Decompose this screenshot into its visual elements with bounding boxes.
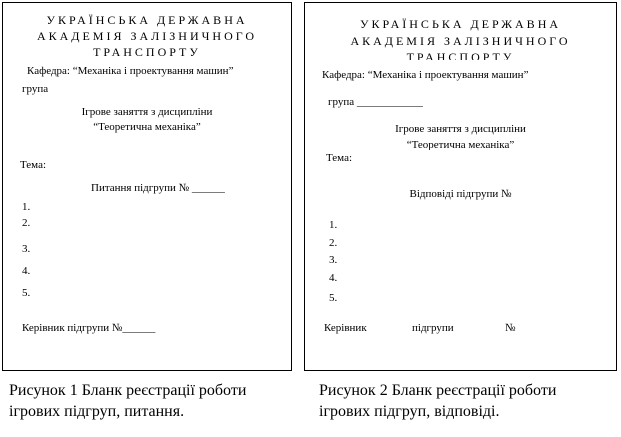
group-line: група	[22, 83, 49, 95]
org-name-line3: ТРАНСПОРТУ	[93, 45, 201, 59]
org-name-line2: АКАДЕМІЯ ЗАЛІЗНИЧНОГО	[350, 34, 571, 48]
registration-form-answers	[304, 2, 617, 371]
game-lesson-line1: Ігрове заняття з дисципліни	[395, 123, 526, 135]
list-item: 4.	[22, 265, 31, 277]
figure-1-caption-line2: ігрових підгруп, питання.	[9, 403, 185, 420]
list-item: 3.	[329, 254, 338, 266]
game-lesson-line2: “Теоретична механіка”	[93, 121, 201, 133]
figure-2-caption-line1: Рисунок 2 Бланк реєстрації роботи	[319, 382, 557, 399]
list-item: 3.	[22, 243, 31, 255]
department-line: Кафедра: “Механіка і проектування машин”	[322, 69, 529, 81]
department-line: Кафедра: “Механіка і проектування машин”	[27, 65, 234, 77]
list-item: 5.	[22, 287, 31, 299]
game-lesson-line2: “Теоретична механіка”	[406, 140, 515, 150]
leader-line: Керівник підгрупи №______	[22, 322, 156, 334]
list-item: 1.	[329, 219, 338, 231]
topic-label: Тема:	[326, 152, 353, 164]
org-name-line2: АКАДЕМІЯ ЗАЛІЗНИЧНОГО	[36, 29, 258, 43]
leader-subgroup-label: підгрупи	[412, 322, 454, 334]
list-item: 2.	[22, 217, 31, 229]
figure-2-caption-line2: ігрових підгруп, відповіді.	[319, 403, 500, 420]
questions-title: Питання підгрупи № ______	[91, 182, 225, 194]
leader-label: Керівник	[324, 322, 367, 334]
list-item: 1.	[22, 201, 31, 213]
list-item: 5.	[329, 292, 338, 304]
list-item: 2.	[329, 237, 338, 249]
answers-title: Відповіді підгрупи №	[409, 188, 512, 200]
topic-label: Тема:	[20, 159, 47, 171]
group-line: група ____________	[328, 96, 423, 108]
org-name-line1: УКРАЇНСЬКА ДЕРЖАВНА	[359, 17, 562, 31]
registration-form-questions	[2, 2, 292, 371]
game-lesson-line1: Ігрове заняття з дисципліни	[81, 106, 213, 118]
leader-number-label: №	[505, 322, 516, 334]
org-name-line3: ТРАНСПОРТУ	[406, 51, 515, 60]
figure-1-caption-line1: Рисунок 1 Бланк реєстрації роботи	[9, 382, 247, 399]
org-name-line1: УКРАЇНСЬКА ДЕРЖАВНА	[46, 13, 248, 27]
list-item: 4.	[329, 272, 338, 284]
